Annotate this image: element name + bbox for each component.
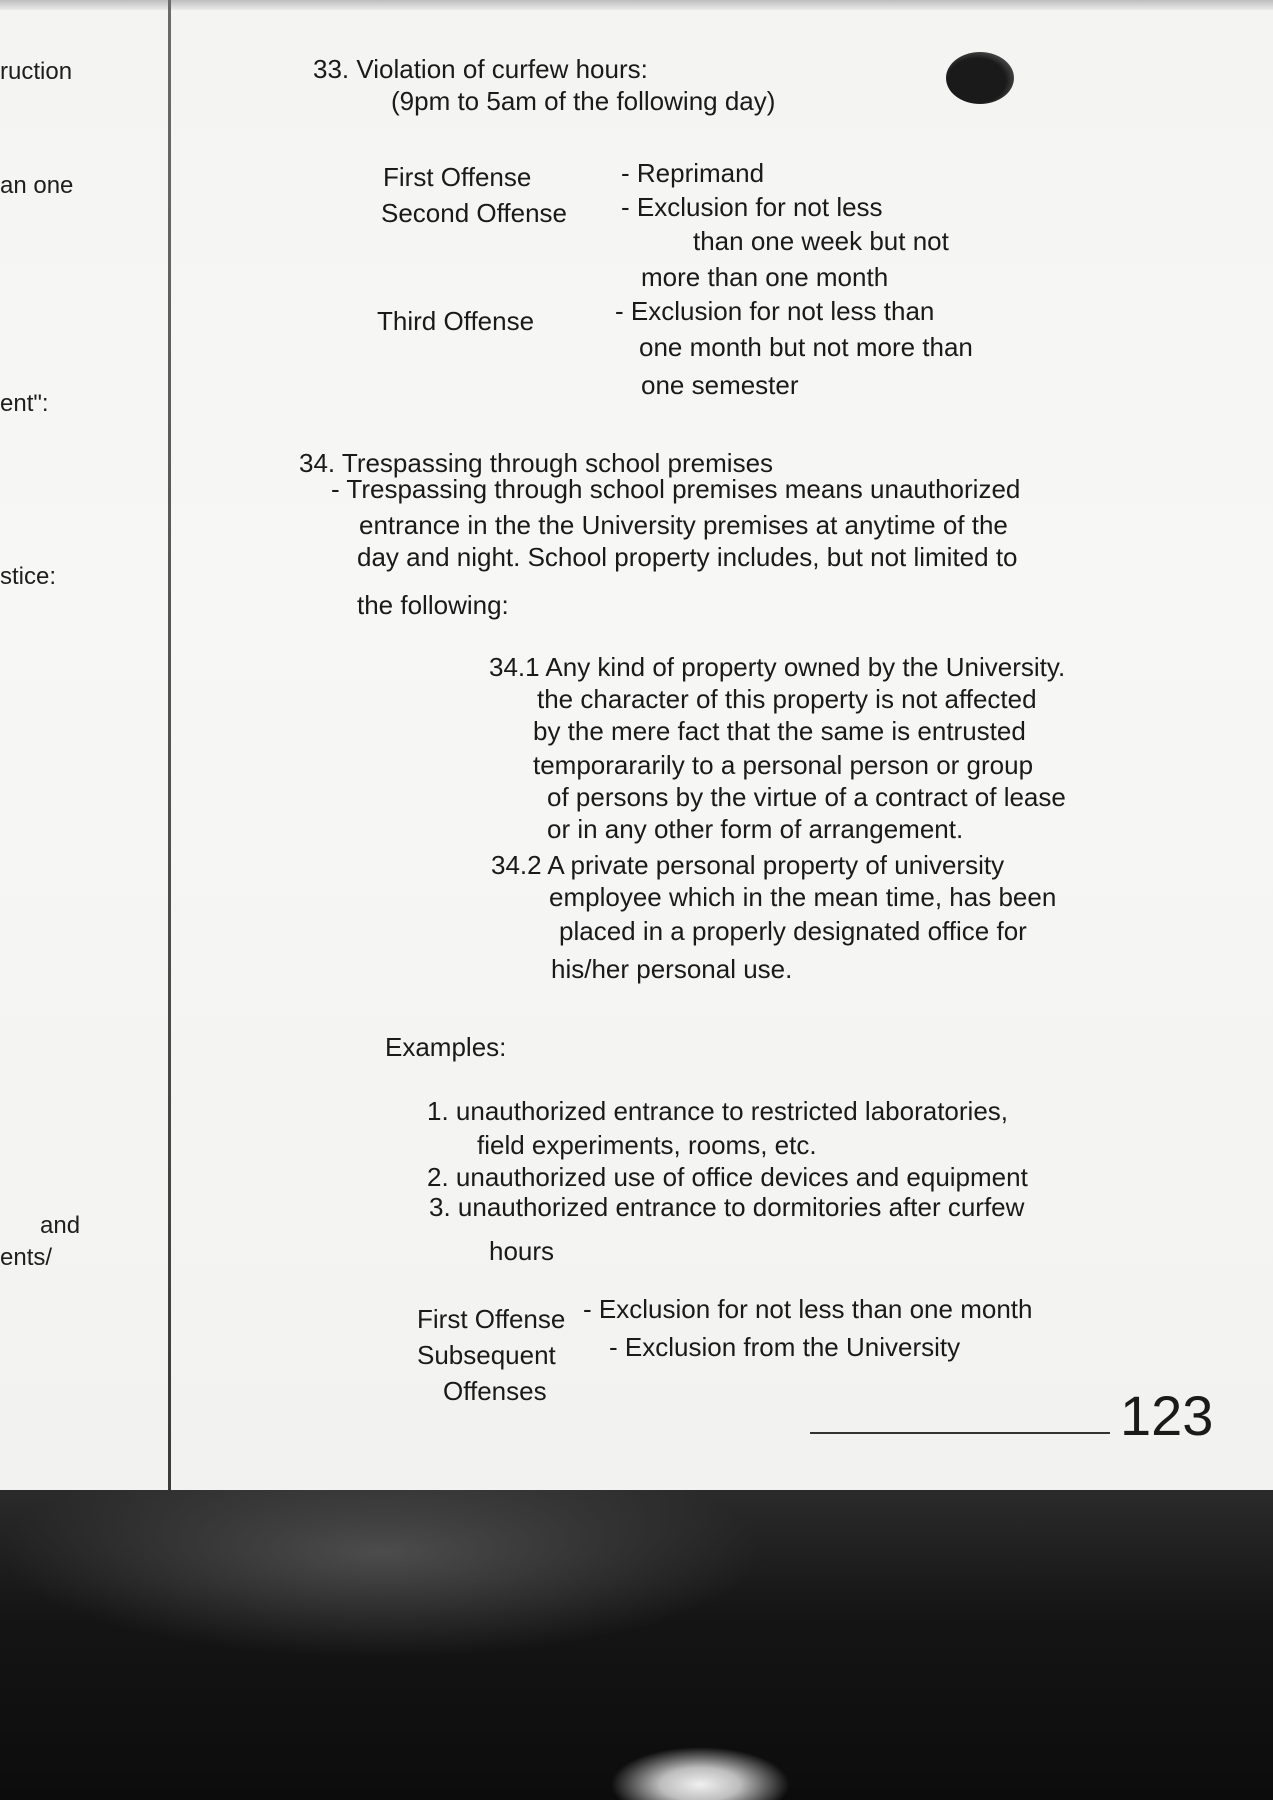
item-34-definition-line: the following: [357,590,509,620]
book-gutter [168,0,171,1490]
penalty-line: one semester [641,370,799,400]
sub-item-line: by the mere fact that the same is entrusted [533,716,1026,746]
penalty-line: - Exclusion for not less [621,192,883,222]
penalty-line: - Exclusion for not less than one month [583,1294,1033,1324]
penalty-line: than one week but not [693,226,949,256]
offense-label: Third Offense [377,306,535,336]
offense-label: Offenses [443,1376,547,1406]
example-line: hours [489,1236,555,1266]
item-34-definition-line: - Trespassing through school premises means unauthorized [331,474,1021,504]
example-line: 2. unauthorized use of office devices and equipment [427,1162,1028,1192]
offense-label: First Offense [417,1304,566,1334]
sub-item-line: of persons by the virtue of a contract of lease [547,782,1066,812]
sub-item-line: 34.2 A private personal property of university [491,850,1005,880]
left-page-fragment: ent": [0,390,49,417]
item-34-definition-line: day and night. School property includes, but not limited to [357,542,1018,572]
binding-hole [946,52,1014,104]
sub-item-line: his/her personal use. [551,954,793,984]
left-page-fragment: stice: [0,563,57,590]
penalty-line: - Reprimand [621,158,765,188]
sub-item-line: employee which in the mean time, has been [549,882,1057,912]
offense-label: Subsequent [417,1340,556,1370]
item-33-title: 33. Violation of curfew hours: [313,54,648,84]
example-line: field experiments, rooms, etc. [477,1130,817,1160]
page-number-rule [810,1432,1110,1434]
examples-label: Examples: [385,1032,507,1062]
left-page-fragment: an one [0,172,74,199]
offense-label: Second Offense [381,198,567,228]
item-33-subtitle: (9pm to 5am of the following day) [391,86,776,116]
sub-item-line: the character of this property is not affected [537,684,1037,714]
offense-label: First Offense [383,162,532,192]
left-page-fragment: ents/ [0,1244,53,1271]
sub-item-line: 34.1 Any kind of property owned by the University. [489,652,1066,682]
sub-item-line: or in any other form of arrangement. [547,814,964,844]
photo-background [0,1490,1273,1800]
item-34-definition-line: entrance in the the University premises at anytime of the [359,510,1008,540]
left-page [0,0,168,1490]
left-page-fragment: ruction [0,58,73,85]
example-line: 1. unauthorized entrance to restricted laboratories, [427,1096,1009,1126]
sub-item-line: temporararily to a personal person or group [533,750,1034,780]
example-line: 3. unauthorized entrance to dormitories after curfew [429,1192,1025,1222]
sub-item-line: placed in a properly designated office for [559,916,1027,946]
penalty-line: one month but not more than [639,332,973,362]
penalty-line: - Exclusion from the University [609,1332,961,1362]
page-top-edge [0,0,1273,10]
penalty-line: - Exclusion for not less than [615,296,935,326]
page-number: 123 [1120,1384,1214,1447]
penalty-line: more than one month [641,262,889,292]
left-page-fragment: and [40,1212,81,1239]
item-34-title: 34. Trespassing through school premises [299,448,774,478]
